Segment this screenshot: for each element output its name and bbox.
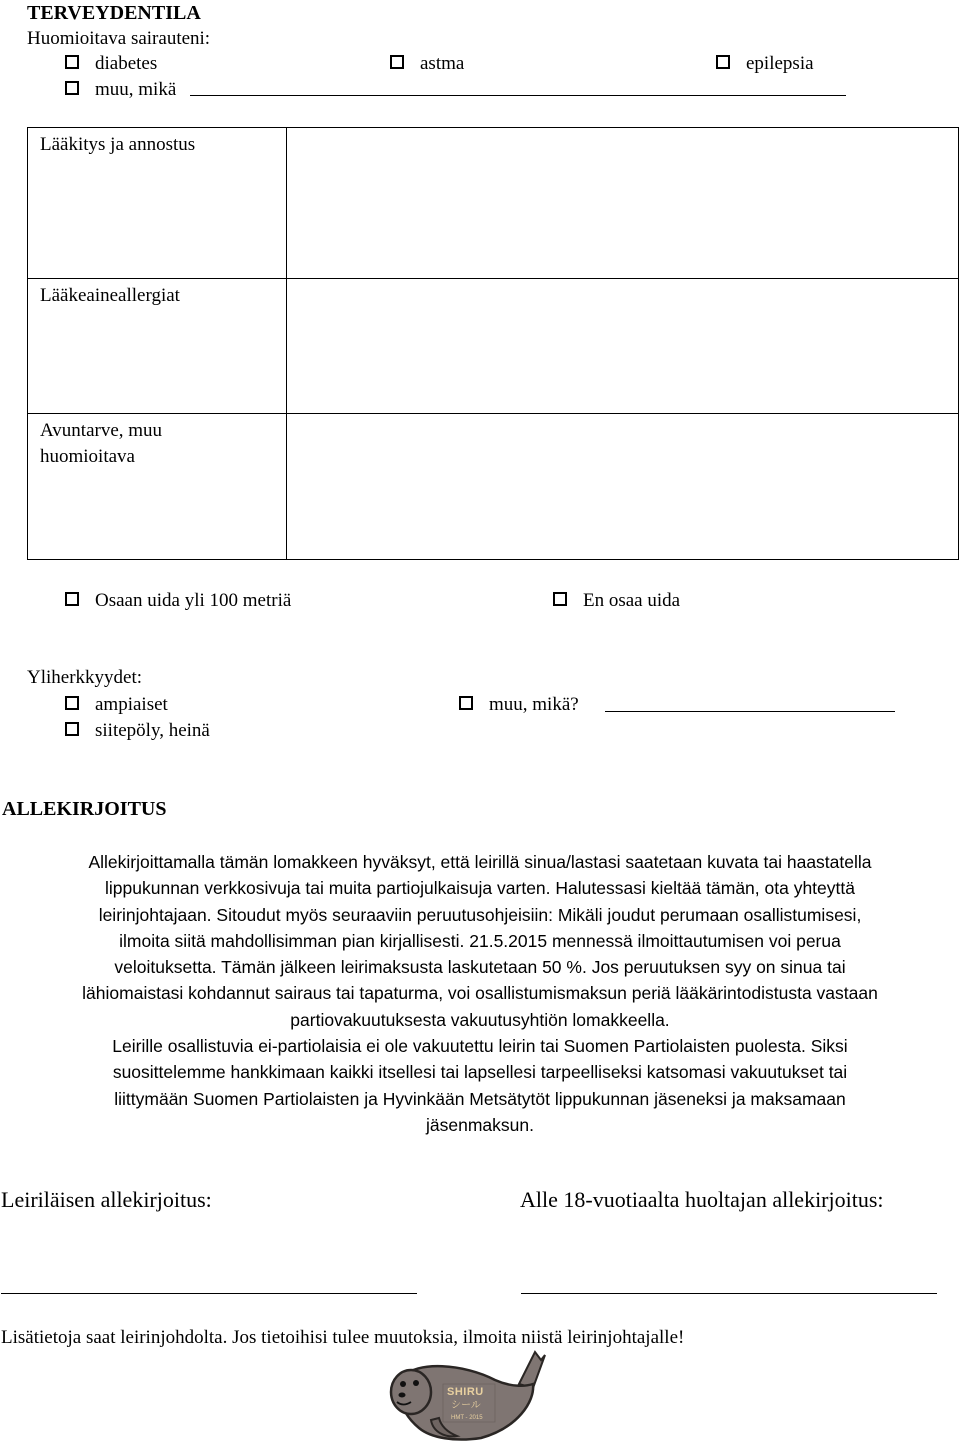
checkbox-label-other-condition: muu, mikä xyxy=(95,79,177,100)
table-row-assistance xyxy=(28,414,959,560)
table-label-medication: Lääkitys ja annostus xyxy=(28,128,287,279)
paragraph-line: lippukunnan verkkosivuja tai muita partiojulkaisuja varten. Halutessasi kieltää tämän, ota yhteyttä xyxy=(105,878,855,899)
checkbox-pollen[interactable] xyxy=(65,722,79,736)
table-row-drug-allergies xyxy=(28,279,959,414)
other-allergy-input-line[interactable] xyxy=(605,711,895,712)
medication-input-cell[interactable] xyxy=(287,128,959,279)
paragraph-line: Allekirjoittamalla tämän lomakkeen hyväksyt, että leirillä sinua/lastasi saatetaan kuvata tai haastatella xyxy=(88,852,872,872)
checkbox-other-condition[interactable] xyxy=(65,81,79,95)
guardian-signature-line[interactable] xyxy=(521,1293,937,1294)
checkbox-cannot-swim[interactable] xyxy=(553,592,567,606)
paragraph-line: veloituksetta. Tämän jälkeen leirimaksusta laskutetaan 50 %. Jos peruutuksen syy on sinua tai xyxy=(114,957,846,978)
checkbox-label-astma: astma xyxy=(420,53,465,74)
paragraph-line: Leirille osallistuvia ei-partiolaisia ei ole vakuutettu leirin tai Suomen Partiolaisten puolesta. Siksi xyxy=(112,1036,848,1057)
logo-text-katakana: シール xyxy=(451,1400,481,1411)
checkbox-label-pollen: siitepöly, heinä xyxy=(95,720,210,741)
checkbox-diabetes[interactable] xyxy=(65,55,79,69)
drug-allergies-input-cell[interactable] xyxy=(287,279,959,414)
checkbox-other-allergy[interactable] xyxy=(459,696,473,710)
health-info-table xyxy=(27,127,959,560)
checkbox-epilepsia[interactable] xyxy=(716,55,730,69)
assistance-input-cell[interactable] xyxy=(287,414,959,560)
checkbox-label-diabetes: diabetes xyxy=(95,53,158,74)
footer-note: Lisätietoja saat leirinjohdolta. Jos tietoihisi tulee muutoksia, ilmoita niistä leirinjohtajalle! xyxy=(1,1327,685,1348)
consent-paragraph xyxy=(0,849,960,1138)
camper-signature-line[interactable] xyxy=(1,1293,417,1294)
paragraph-line: liittymään Suomen Partiolaisten ja Hyvinkään Metsätytöt lippukunnan jäseneksi ja maksamaan xyxy=(114,1088,846,1109)
paragraph-line: leirinjohtajaan. Sitoudut myös seuraaviin peruutusohjeisiin: Mikäli joudut perumaan osallistumisesi, xyxy=(98,904,862,925)
camper-signature-label: Leiriläisen allekirjoitus: xyxy=(1,1187,212,1212)
section-heading-health: TERVEYDENTILA xyxy=(27,2,201,24)
other-condition-input-line[interactable] xyxy=(190,95,846,96)
logo-text-shiru: SHIRU xyxy=(447,1386,484,1398)
section-heading-signature: ALLEKIRJOITUS xyxy=(2,798,167,820)
checkbox-label-epilepsia: epilepsia xyxy=(746,53,814,74)
checkbox-wasps[interactable] xyxy=(65,696,79,710)
table-row-medication xyxy=(28,128,959,279)
paragraph-line: lähiomaistasi kohdannut sairaus tai tapaturma, voi osallistumismaksun periä lääkärintodistusta vastaan xyxy=(82,983,878,1004)
paragraph-line: partiovakuutuksesta vakuutusyhtiön lomakkeella. xyxy=(290,1009,670,1030)
paragraph-line: jäsenmaksun. xyxy=(426,1114,534,1135)
checkbox-can-swim[interactable] xyxy=(65,592,79,606)
paragraph-line: ilmoita siitä mahdollisimman pian kirjallisesti. 21.5.2015 mennessä ilmoittautumisen voi perua xyxy=(119,930,841,951)
paragraph-line: suosittelemme hankkimaan kaikki itsellesi tai lapsellesi tarpeelliseksi katsomasi vakuutukset tai xyxy=(112,1062,848,1083)
checkbox-label-cannot-swim: En osaa uida xyxy=(583,590,681,611)
checkbox-label-wasps: ampiaiset xyxy=(95,694,168,715)
conditions-label: Huomioitava sairauteni: xyxy=(27,28,211,49)
guardian-signature-label: Alle 18-vuotiaalta huoltajan allekirjoitus: xyxy=(520,1187,884,1212)
allergies-label: Yliherkkyydet: xyxy=(27,667,143,688)
table-label-drug-allergies: Lääkeaineallergiat xyxy=(28,279,287,414)
table-label-assistance: Avuntarve, muu huomioitava xyxy=(28,414,287,560)
camp-logo xyxy=(385,1350,555,1442)
checkbox-label-other-allergy: muu, mikä? xyxy=(489,694,579,715)
logo-text-year: HMT - 2015 xyxy=(451,1415,483,1421)
checkbox-astma[interactable] xyxy=(390,55,404,69)
checkbox-label-can-swim: Osaan uida yli 100 metriä xyxy=(95,590,292,611)
